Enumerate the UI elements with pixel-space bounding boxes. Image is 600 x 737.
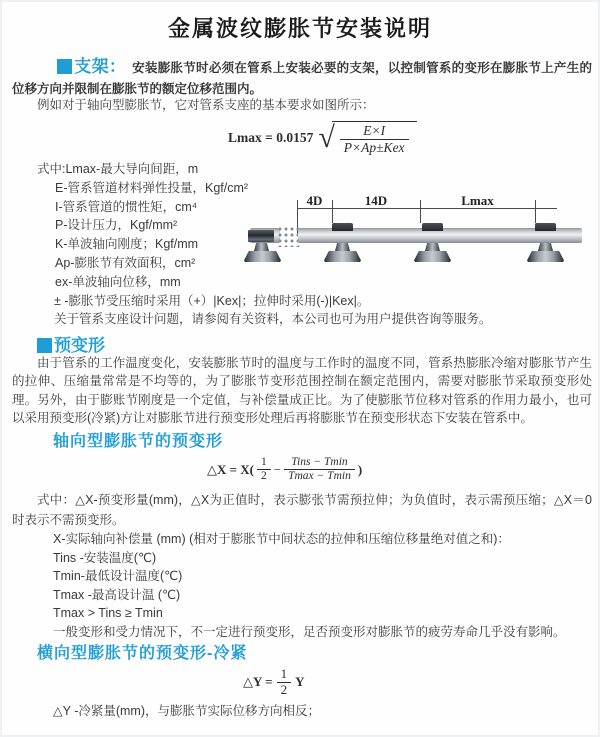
formula-dy-lhs: △Y =	[243, 674, 273, 690]
definition-item: P-设计压力，Kgf/mm²	[55, 218, 178, 233]
definition-item: Tmin-最低设计温度(℃)	[53, 569, 183, 584]
dim-label-14d: 14D	[364, 193, 388, 208]
support-intro-paragraph	[12, 56, 592, 100]
axial-explain-paragraph: 式中：△X-预变形量(mm)，△X为正值时，表示膨张节需预拉伸；为负值时，表示需预压缩；△X＝0时表示不需预变形。	[12, 493, 592, 527]
lateral-subheading: 横向型膨胀节的预变形-冷紧	[37, 645, 248, 662]
dim-label-lmax: Lmax	[461, 193, 494, 208]
page-title: 金属波纹膨胀节安装说明	[167, 16, 432, 41]
predeform-paragraph: 由于管系的工作温度变化，安装膨胀节时的温度与工作时的温度不同，管系热膨胀冷缩对膨胀节产生的拉伸、压缩量常常是不均等的，为了膨胀节变形范围控制在额定范围内，需要对膨胀节采取预变形处理。另外，由于膨账节刚度是一个定值，与补偿量成正比。为了使膨胀节位移对管系的作用力最小，也可以采用预变形(冷紧)方让对膨胀节进行预变形处理后再将膨胀节在预变形状态下安装在管系中。	[12, 356, 592, 426]
formula-dx-lhs: △X = X(	[207, 461, 255, 477]
support-neck	[538, 243, 553, 251]
definition-item: E-管系管道材料弹性投量，Kgf/cm²	[55, 180, 249, 195]
definition-item: Tmax -最高设计温 (℃)	[53, 587, 181, 602]
support-neck	[335, 243, 350, 251]
radical-icon: √	[318, 121, 335, 155]
fraction-one-half: $\frac{1}{2}$	[277, 667, 292, 698]
formula-lmax-numerator: E×I	[340, 123, 409, 140]
pipe-support-clamp	[535, 223, 556, 231]
support-intro-text: 安装膨胀节时必须在管系上安装必要的支架，以控制管系的变形在膨胀节上产生的位移方向并限制在膨胀节的额定位移范围内。	[12, 61, 593, 96]
pipe-support-clamp	[332, 223, 353, 231]
formula-lmax	[228, 121, 417, 155]
pipe-anchor	[248, 230, 274, 242]
support-section-heading: 支架：	[74, 57, 127, 76]
support-neck	[254, 243, 269, 251]
support-base	[244, 251, 281, 262]
support-example-line: 例如对于轴向型膨胀节，它对管系支座的基本要求如图所示：	[37, 98, 375, 112]
pipe-support-clamp	[422, 223, 443, 231]
formula-lmax-denominator: P×Ap±Kex	[343, 139, 405, 155]
support-base	[527, 251, 564, 262]
formula-delta-y	[243, 667, 304, 698]
definition-item: ex-单波轴向位移，mm	[55, 274, 181, 289]
axial-subheading: 轴向型膨胀节的预变形	[53, 433, 224, 450]
definition-item: Tmax > Tins ≥ Tmin	[53, 606, 163, 621]
support-base	[324, 251, 361, 262]
definition-item: Ap-膨胀节有效面积，cm²	[55, 255, 196, 270]
definition-item: 式中:Lmax-最大导向间距，m	[37, 162, 199, 176]
support-base	[414, 251, 451, 262]
predeform-section-heading	[37, 331, 105, 356]
dimension-tick	[535, 200, 536, 223]
definition-item: I-管系管道的惯性矩，cm⁴	[55, 199, 198, 214]
axial-note: 一般变形和受力情况下，不一定进行预变形，足否预变形对膨胀节的疲劳寿命几乎没有影响。	[53, 624, 566, 639]
radical-body	[332, 121, 417, 155]
definition-item: ± -膨胀节受压缩时采用（+）|Kex|；拉伸时采用(-)|Kex|。	[54, 293, 370, 308]
dim-label-4d: 4D	[306, 193, 323, 208]
formula-dx-close: )	[357, 461, 363, 477]
definition-item: K-单波轴向刚度；Kgf/mm	[55, 237, 199, 252]
fraction-one-half: $\frac{1}{2}$	[257, 456, 271, 483]
section-marker-square-icon	[57, 59, 72, 74]
temperature-fraction: $\frac{\text{Tins − Tmin}}{Tmax - Tmin}$	[284, 456, 355, 483]
support-consult-note: 关于管系支座设计问题，请参阅有关资料，本公司也可为用户提供咨询等服务。	[54, 312, 492, 327]
axial-definitions-list	[53, 530, 566, 642]
definition-item: Tins -安装温度(℃)	[53, 550, 157, 565]
formula-delta-x	[207, 456, 362, 483]
pipe-support-diagram	[248, 194, 592, 272]
dimension-line	[297, 208, 557, 209]
square-root	[318, 121, 416, 155]
formula-dy-rhs: Y	[295, 674, 305, 690]
predeform-heading-text: 预变形	[54, 336, 105, 355]
support-neck	[425, 243, 440, 251]
minus-sign: −	[273, 461, 282, 477]
definition-item: X-实际轴向补偿量 (mm) (相对于膨胀节中间状态的拉伸和压缩位移量绝对值之和)：	[53, 532, 510, 546]
lateral-note: △Y -冷紧量(mm)，与膨胀节实际位移方向相反；	[53, 704, 321, 718]
formula-lmax-lhs: Lmax = 0.0157	[228, 130, 314, 146]
section-marker-square-icon	[37, 338, 52, 353]
